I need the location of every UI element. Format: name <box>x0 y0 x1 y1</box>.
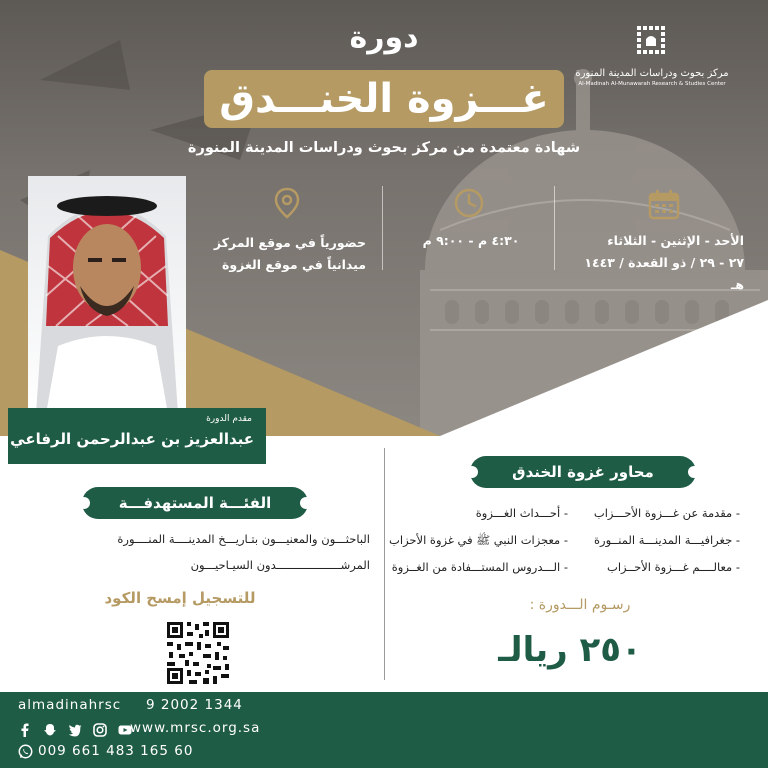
presenter-name: عبدالعزيز بن عبدالرحمن الرفاعي <box>10 430 254 448</box>
presenter-card <box>8 408 266 464</box>
social-handle[interactable]: almadinahrsc <box>18 697 122 713</box>
info-separator <box>382 186 383 270</box>
audience-heading <box>82 487 308 519</box>
logo-mark-icon <box>633 22 671 60</box>
footer <box>0 692 768 768</box>
snapchat-icon[interactable] <box>43 723 57 737</box>
info-mode-onsite: حضورياً في موقع المركز <box>213 235 366 250</box>
axes-item: - معالــــم غـــزوة الأحــزاب <box>607 560 740 574</box>
info-days: الأحد - الإثنين - الثلاثاء <box>607 233 744 248</box>
calendar-icon <box>647 188 681 222</box>
presenter-role: مقدم الدورة <box>206 414 252 424</box>
center-logo <box>562 22 742 87</box>
audience-heading-text: الفئـــة المستهدفـــة <box>118 494 272 512</box>
course-subtitle: شهادة معتمدة من مركز بحوث ودراسات المدينة المنورة <box>187 140 581 156</box>
pill-knob <box>300 497 312 509</box>
course-label: دورة <box>349 20 419 55</box>
axes-item: - معجزات النبي ﷺ في غزوة الأحزاب <box>389 533 568 547</box>
fee-value: ٢٥٠ ريالـ <box>498 630 642 670</box>
clock-icon <box>452 186 486 220</box>
logo-name-english: Al-Madinah Al-Munawarah Research & Studies Center <box>578 81 726 87</box>
location-pin-icon <box>270 186 304 220</box>
column-divider <box>384 448 385 680</box>
axes-heading <box>470 456 696 488</box>
logo-name-arabic: مركز بحوث ودراسات المدينة المنورة <box>575 68 729 79</box>
presenter-photo <box>28 176 186 414</box>
whatsapp-icon[interactable] <box>18 744 33 759</box>
info-separator <box>554 186 555 270</box>
fee-label: رسـوم الـــدورة : <box>529 597 631 613</box>
pill-knob <box>688 466 700 478</box>
phone-number[interactable]: 9 2002 1344 <box>146 697 243 713</box>
axes-item: - أحـــداث الغـــزوة <box>475 506 568 520</box>
registration-cta: للتسجيل إمسح الكود <box>104 589 256 607</box>
info-time: ٤:٣٠ م - ٩:٠٠ م <box>422 233 520 248</box>
facebook-icon[interactable] <box>18 723 32 737</box>
info-dates: ٢٧ - ٢٩ / ذو القعدة / ١٤٤٣ هـ <box>584 255 744 292</box>
axes-item: - مقدمة عن غـــزوة الأحـــزاب <box>593 506 740 520</box>
twitter-icon[interactable] <box>68 723 82 737</box>
audience-item: المرشـــــــــــــــــــدون السيـاحيـــون <box>190 558 370 572</box>
pill-knob <box>78 497 90 509</box>
course-title: غـــزوة الخنـــدق <box>204 70 564 128</box>
presenter-portrait <box>28 176 186 414</box>
audience-item: الباحثـــون والمعنيـــون بتـاريـــخ المدينــــة المنــــورة <box>117 532 370 546</box>
social-icons <box>18 719 138 737</box>
whatsapp-number[interactable]: 009 661 483 165 60 <box>38 743 194 759</box>
info-mode-field: ميدانياً في موقع الغزوة <box>222 257 366 272</box>
pill-knob <box>466 466 478 478</box>
axes-item: - الـــدروس المستـــفادة من الغــزوة <box>391 560 568 574</box>
instagram-icon[interactable] <box>93 723 107 737</box>
axes-heading-text: محاور غزوة الخندق <box>512 463 654 481</box>
website[interactable]: www.mrsc.org.sa <box>130 720 261 736</box>
registration-qr-code[interactable] <box>165 620 231 686</box>
axes-item: - جغرافيـــة المدينـــة المنــورة <box>594 533 740 547</box>
